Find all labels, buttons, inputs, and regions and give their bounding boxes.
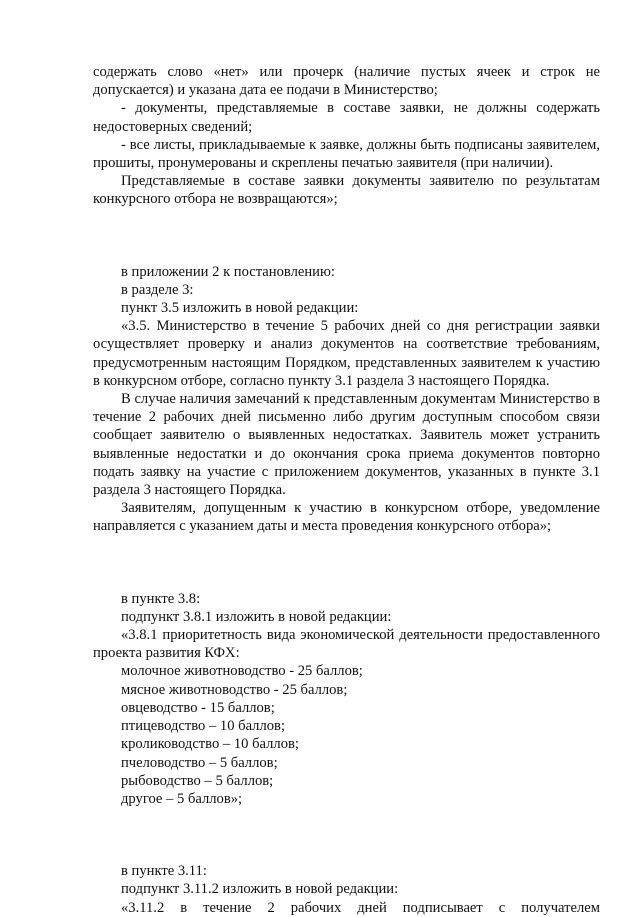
- subclause-3-11-2-heading: подпункт 3.11.2 изложить в новой редакции:: [121, 881, 399, 898]
- subclause-3-8-1-intro: «3.8.1 приоритетность вида экономической деятельности предоставленного проекта развития КФХ:: [93, 627, 600, 662]
- subclause-3-8-1-heading: подпункт 3.8.1 изложить в новой редакции:: [121, 608, 392, 625]
- list-item: молочное животноводство - 25 баллов;: [121, 663, 363, 680]
- list-item: овцеводство - 15 баллов;: [121, 699, 275, 716]
- section-heading: в разделе 3:: [121, 281, 194, 298]
- appendix-heading: в приложении 2 к постановлению:: [121, 263, 335, 280]
- paragraph-sheets: - все листы, прикладываемые к заявке, должны быть подписаны заявителем, прошиты, пронумерованы и скреплены печатью заявителя (при наличии).: [93, 136, 600, 172]
- priority-list: [93, 662, 600, 808]
- clause-heading: пункт 3.5 изложить в новой редакции:: [121, 300, 359, 317]
- list-item: пчеловодство – 5 баллов;: [121, 754, 278, 771]
- clause-3-5: «3.5. Министерство в течение 5 рабочих дней со дня регистрации заявки осуществляет проверку и анализ документов на соответствие требованиям, предусмотренным настоящим Порядком, представленных заявителем к участию в конкурсном отборе, согласно пункту 3.1 раздела 3 настоящего Порядка.: [93, 318, 600, 389]
- list-item: другое – 5 баллов»;: [121, 790, 243, 807]
- document-body: [93, 63, 600, 917]
- paragraph-continuation: содержать слово «нет» или прочерк (наличие пустых ячеек и строк не допускается) и указана дата ее подачи в Министерство;: [93, 64, 600, 99]
- list-item: мясное животноводство - 25 баллов;: [121, 681, 348, 698]
- subclause-3-11-2-text: «3.11.2 в течение 2 рабочих дней подписывает с получателем: [121, 899, 600, 916]
- list-item: рыбоводство – 5 баллов;: [121, 772, 274, 789]
- clause-notification: Заявителям, допущенным к участию в конкурсном отборе, уведомление направляется с указанием даты и места проведения конкурсного отбора»;: [93, 500, 600, 535]
- paragraph-reliability: - документы, представляемые в составе заявки, не должны содержать недостоверных сведений;: [93, 100, 600, 135]
- paragraph-no-return: Представляемые в составе заявки документы заявителю по результатам конкурсного отбора не возвращаются»;: [93, 173, 600, 208]
- clause-remarks: В случае наличия замечаний к представленным документам Министерство в течение 2 рабочих дней письменно либо другим доступным способом связи сообщает заявителю о выявленных недостатках. Заявитель может устранить выявленные недостатки и до окончания срока приема документов повторно подать заявку на участие с приложением документов, указанных в пункте 3.1 раздела 3 настоящего Порядка.: [93, 391, 600, 499]
- list-item: кролиководство – 10 баллов;: [121, 736, 299, 753]
- clause-3-8-heading: в пункте 3.8:: [121, 590, 201, 607]
- clause-3-11-heading: в пункте 3.11:: [121, 863, 207, 880]
- list-item: птицеводство – 10 баллов;: [121, 718, 285, 735]
